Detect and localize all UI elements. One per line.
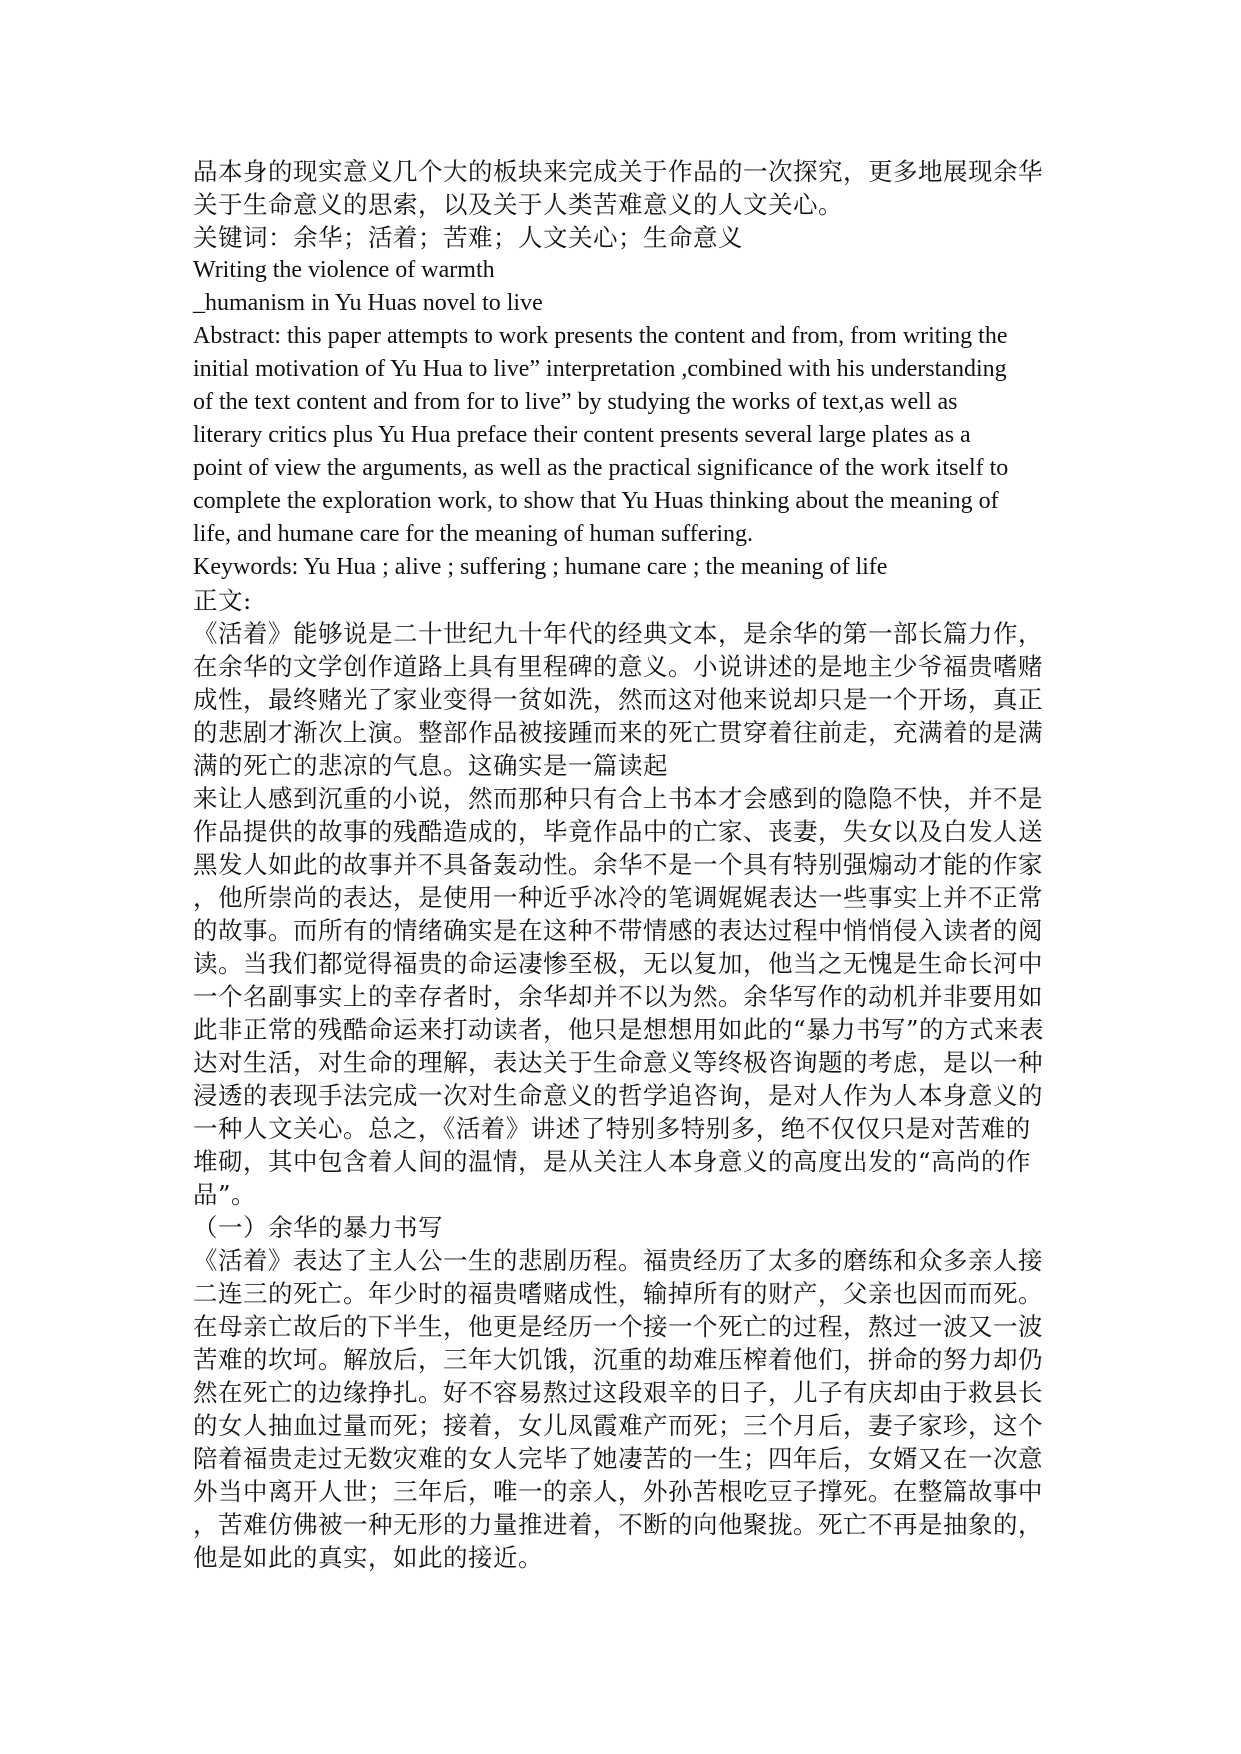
paragraph-line: 品”。 (193, 1180, 257, 1209)
paragraph-line: ，苦难仿佛被一种无形的力量推进着，不断的向他聚拢。死亡不再是抽象的， (193, 1510, 1043, 1539)
paragraph-line: 在余华的文学创作道路上具有里程碑的意义。小说讲述的是地主少爷福贵嗜赌 (193, 652, 1043, 681)
paragraph-line: 在母亲亡故后的下半生，他更是经历一个接一个死亡的过程，熬过一波又一波 (193, 1312, 1043, 1341)
abstract-line: literary critics plus Yu Hua preface their content presents several large plates as a (193, 422, 971, 448)
paragraph-line: 来让人感到沉重的小说，然而那种只有合上书本才会感到的隐隐不快，并不是 (193, 784, 1043, 813)
paragraph-line: 满的死亡的悲凉的气息。这确实是一篇读起 (193, 751, 668, 780)
english-title: Writing the violence of warmth (193, 257, 495, 283)
paragraph-line: 二连三的死亡。年少时的福贵嗜赌成性，输掉所有的财产，父亲也因而而死。 (193, 1279, 1043, 1308)
paragraph-line: 一种人文关心。总之，《活着》讲述了特别多特别多，绝不仅仅只是对苦难的 (193, 1114, 1031, 1143)
paragraph-line: 的故事。而所有的情绪确实是在这种不带情感的表达过程中悄悄侵入读者的阅 (193, 916, 1043, 945)
section-heading: （一）余华的暴力书写 (193, 1213, 443, 1242)
abstract-line: complete the exploration work, to show that Yu Huas thinking about the meaning of (193, 488, 999, 514)
paragraph-line: 浸透的表现手法完成一次对生命意义的哲学追咨询，是对人作为人本身意义的 (193, 1081, 1043, 1110)
english-subtitle: _humanism in Yu Huas novel to live (193, 290, 543, 316)
paragraph-line: 陪着福贵走过无数灾难的女人完毕了她凄苦的一生；四年后，女婿又在一次意 (193, 1444, 1043, 1473)
paragraph-line: 成性，最终赌光了家业变得一贫如洗，然而这对他来说却只是一个开场，真正 (193, 685, 1043, 714)
paragraph-line: 一个名副事实上的幸存者时，余华却并不以为然。余华写作的动机并非要用如 (193, 982, 1043, 1011)
paragraph-line: 《活着》表达了主人公一生的悲剧历程。福贵经历了太多的磨练和众多亲人接 (193, 1246, 1043, 1275)
paragraph-line: 苦难的坎坷。解放后，三年大饥饿，沉重的劫难压榨着他们，拼命的努力却仍 (193, 1345, 1043, 1374)
abstract-line: point of view the arguments, as well as the practical significance of the work itself to (193, 455, 1009, 481)
summary-line: 品本身的现实意义几个大的板块来完成关于作品的一次探究，更多地展现余华 (193, 157, 1043, 186)
paragraph-line: 的悲剧才渐次上演。整部作品被接踵而来的死亡贯穿着往前走，充满着的是满 (193, 718, 1043, 747)
paragraph-line: 此非正常的残酷命运来打动读者，他只是想想用如此的“暴力书写”的方式来表 (193, 1015, 1045, 1044)
paragraph-line: 作品提供的故事的残酷造成的，毕竟作品中的亡家、丧妻，失女以及白发人送 (193, 817, 1043, 846)
paragraph-line: 达对生活，对生命的理解，表达关于生命意义等终极咨询题的考虑，是以一种 (193, 1048, 1043, 1077)
paragraph-line: ，他所崇尚的表达，是使用一种近乎冰冷的笔调娓娓表达一些事实上并不正常 (193, 883, 1043, 912)
abstract-line: initial motivation of Yu Hua to live” interpretation ,combined with his understanding (193, 356, 1007, 382)
paragraph-line: 黑发人如此的故事并不具备轰动性。余华不是一个具有特别强煽动才能的作家 (193, 850, 1043, 879)
abstract-line: of the text content and from for to live” by studying the works of text,as well as (193, 389, 958, 415)
paragraph-line: 他是如此的真实，如此的接近。 (193, 1543, 543, 1572)
paragraph-line: 堆砌，其中包含着人间的温情，是从关注人本身意义的高度出发的“高尚的作 (193, 1147, 1032, 1176)
paragraph-line: 外当中离开人世；三年后，唯一的亲人，外孙苦根吃豆子撑死。在整篇故事中 (193, 1477, 1043, 1506)
paragraph-line: 然在死亡的边缘挣扎。好不容易熬过这段艰辛的日子，儿子有庆却由于救县长 (193, 1378, 1043, 1407)
paragraph-line: 的女人抽血过量而死；接着，女儿凤霞难产而死；三个月后，妻子家珍，这个 (193, 1411, 1043, 1440)
abstract-line: Abstract: this paper attempts to work presents the content and from, from writing the (193, 323, 1008, 349)
english-keywords: Keywords: Yu Hua ; alive ; suffering ; humane care ; the meaning of life (193, 554, 888, 580)
summary-line: 关于生命意义的思索，以及关于人类苦难意义的人文关心。 (193, 190, 843, 219)
keywords-cn: 关键词：余华；活着；苦难；人文关心；生命意义 (193, 223, 743, 252)
paragraph-line: 读。当我们都觉得福贵的命运凄惨至极，无以复加，他当之无愧是生命长河中 (193, 949, 1043, 978)
abstract-line: life, and humane care for the meaning of human suffering. (193, 521, 754, 547)
page-text (193, 155, 1053, 1574)
body-heading: 正文: (193, 586, 252, 615)
paragraph-line: 《活着》能够说是二十世纪九十年代的经典文本，是余华的第一部长篇力作， (193, 619, 1043, 648)
